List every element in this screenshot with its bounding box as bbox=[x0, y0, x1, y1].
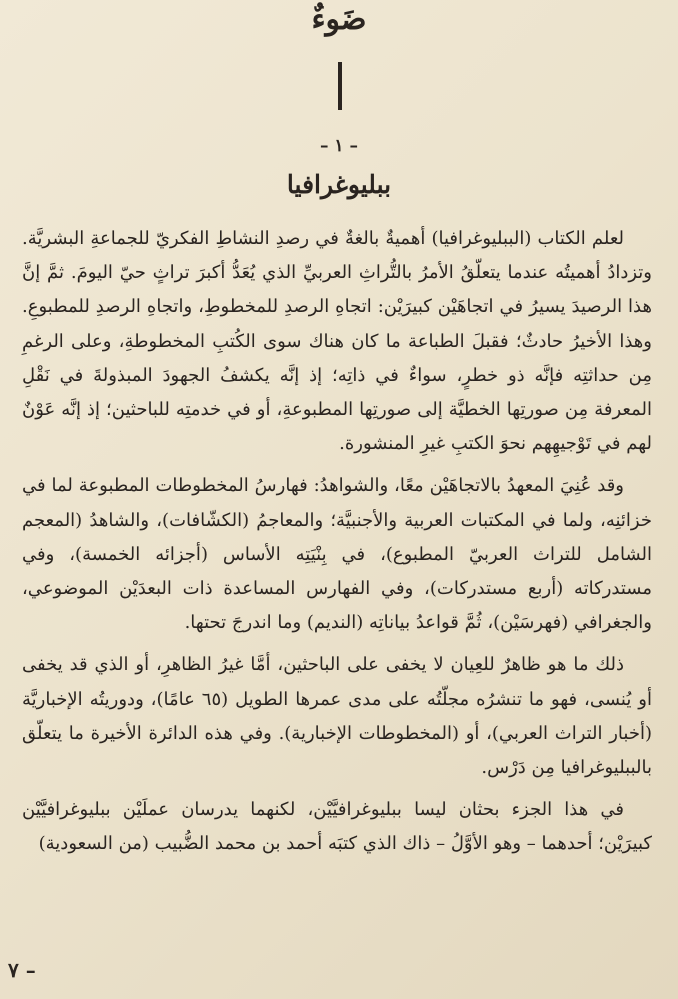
body-text bbox=[22, 222, 652, 870]
paragraph-4: في هذا الجزء بحثان ليسا ببليوغرافيَّيْن، لكنهما يدرسان عملَيْن ببليوغرافيَّيْن كبيرَيْن؛ أحدهما – وهو الأوَّلُ – ذاك الذي كتبَه أحمد بن محمد الضُّبيب (من السعودية) bbox=[22, 799, 652, 855]
section-title: ببليوغرافيا bbox=[286, 170, 392, 199]
header-vertical-rule bbox=[338, 62, 342, 110]
page-number: ٧ – bbox=[8, 958, 36, 982]
paragraph-2: وقد عُنِيَ المعهدُ بالاتجاهَيْن معًا، والشواهدُ: فهارسُ المخطوطات المطبوعة لما في خزائنِه، ولما في المكتبات العربية والأجنبيَّة؛ والمعاجمُ (الكشّافات)، والشاهدُ (المعجم الشامل للتراث العربيّ المطبوع)، في بِنْيَتِه الأساس (أجزائه الخمسة)، وفي مستدركاته (أربع مستدركات)، وفي الفهارس المساعدة ذات البعدَيْن الموضوعي، والجغرافي (فهرسَيْن)، ثُمَّ قواعدُ بياناتِه (النديم) وما اندرجَ تحتها. bbox=[22, 475, 652, 634]
paragraph-3: ذلك ما هو ظاهرٌ للعِيان لا يخفى على الباحثين، أمَّا غيرُ الظاهرِ، أو الذي قد يخفى أو يُنسى، فهو ما تنشرُه مجلّتُه على مدى عمرها الطويل (٦٥ عامًا)، ودوريتُه الإخباريَّة (أخبار التراث العربي)، أو (المخطوطات الإخبارية). وفي هذه الدائرة الأخيرة ما يتعلّق بالببليوغرافيا مِن دَرْس. bbox=[22, 654, 652, 779]
running-header-title: ضَوءٌ bbox=[311, 2, 367, 37]
paragraph-1: لعلم الكتاب (الببليوغرافيا) أهميةٌ بالغةٌ في رصدِ النشاطِ الفكريّ للجماعةِ البشريَّة. وتزدادُ أهميتُه عندما يتعلّقُ الأمرُ بالتُّراثِ العربيِّ الذي يُعَدُّ أكبرَ تراثٍ حيّ اليومَ. ثمَّ إنَّ هذا الرصيدَ يسيرُ في اتجاهَيْن كبيرَيْن: اتجاهِ الرصدِ للمخطوطِ، واتجاهِ الرصدِ للمطبوعِ. وهذا الأخيرُ حادثٌ؛ فقبلَ الطباعة ما كان هناك سوى الكُتبِ المخطوطةِ، وعلى الرغمِ مِن حداثتِه فإنَّه ذو خطرٍ، سواءٌ في ذاتِه؛ إذ إنَّه يكشفُ الجهودَ المبذولةَ في نَقْلِ المعرفة مِن صورتِها الخطيَّة إلى صورتِها المطبوعةِ، أو في خدمتِه للباحثين؛ إذ إنَّه عَوْنٌ لهم في تَوْجيهِهم نحوَ الكتبِ غيرِ المنشورة. bbox=[22, 228, 652, 455]
section-number: – ١ – bbox=[320, 136, 358, 156]
